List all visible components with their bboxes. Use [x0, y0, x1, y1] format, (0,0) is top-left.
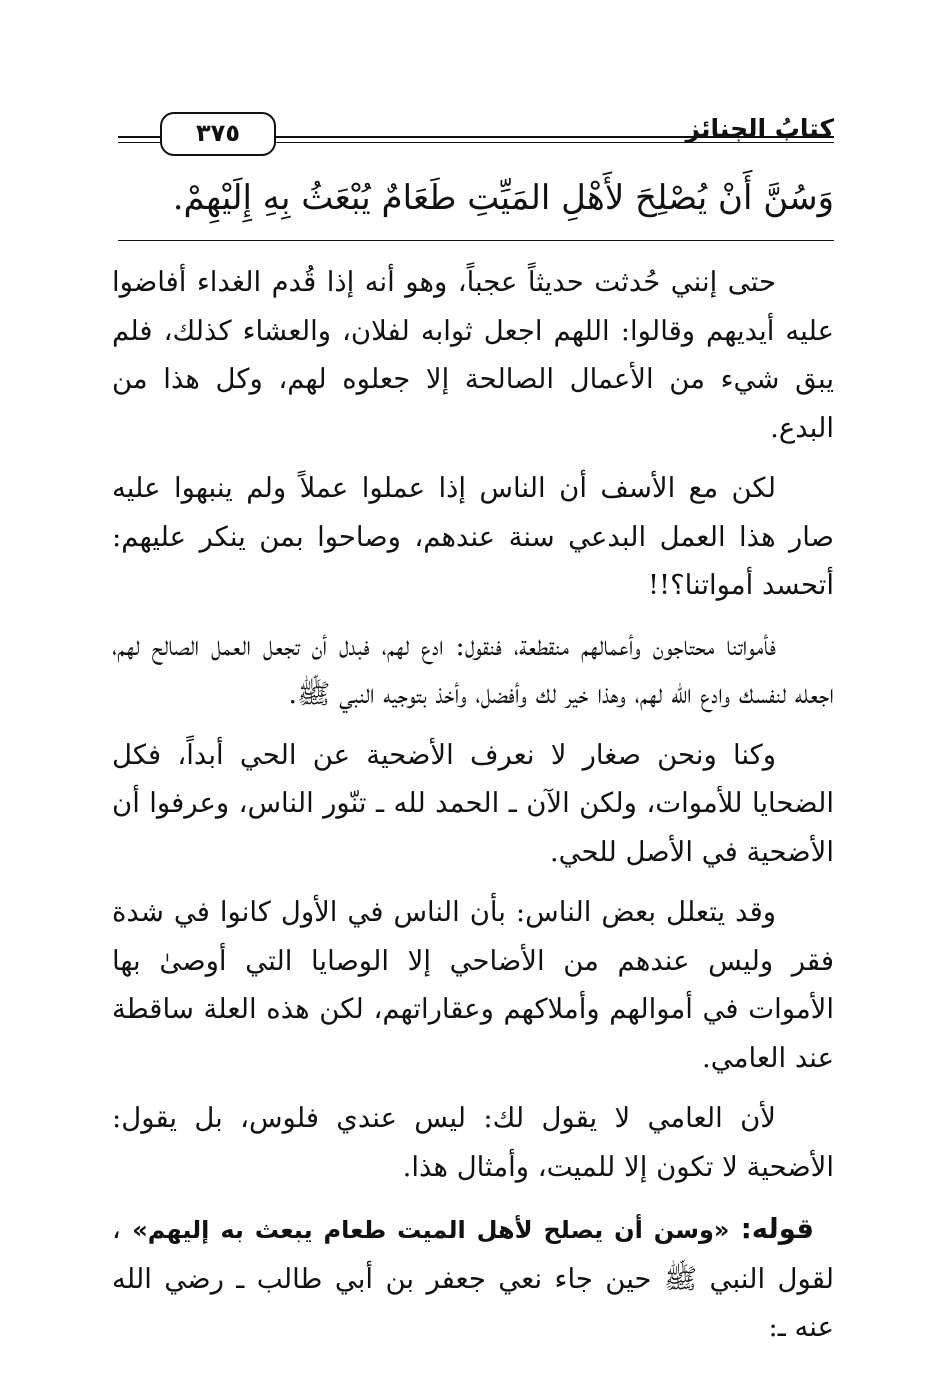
qawl-label: قوله: [740, 1213, 814, 1245]
matn-divider [118, 240, 834, 241]
qawl-continuation: لقول النبي ﷺ حين جاء نعي جعفر بن أبي طالب ـ رضي الله عنه ـ: [112, 1262, 834, 1343]
paragraph: فأمواتنا محتاجون وأعمالهم منقطعة، فنقول: ادع لهم، فبدل أن تجعل العمل الصالح لهم، اجعله لنفسك وادع الله لهم، وهذا خير لك وأفضل، وأخذ بتوجيه النبي ﷺ. [112, 629, 834, 710]
paragraph: وكنا ونحن صغار لا نعرف الأضحية عن الحي أبداً، فكل الضحايا للأموات، ولكن الآن ـ الحمد لله ـ تنّور الناس، وعرفوا أن الأضحية في الأصل للحي. [112, 738, 834, 868]
qawl-paragraph [112, 1205, 834, 1352]
matn-text: وَسُنَّ أَنْ يُصْلِحَ لأَهْلِ المَيِّتِ طَعَامٌ يُبْعَثُ بِهِ إِلَيْهِمْ. [172, 178, 834, 218]
paragraph: لكن مع الأسف أن الناس إذا عملوا عملاً ولم ينبهوا عليه صار هذا العمل البدعي سنة عندهم، وصاحوا بمن ينكر عليهم: أتحسد أمواتنا؟!! [112, 472, 834, 601]
page-number: ٣٧٥ [160, 112, 276, 156]
commentary-body [112, 258, 834, 1364]
paragraph: وقد يتعلل بعض الناس: بأن الناس في الأول كانوا في شدة فقر وليس عندهم من الأضاحي إلا الوصايا التي أوصىٰ بها الأموات في أموالهم وأملاكهم وعقاراتهم، لكن هذه العلة ساقطة عند العامي. [112, 896, 834, 1074]
book-title: كتابُ الجنائز [685, 114, 834, 143]
qawl-quote: «وسن أن يصلح لأهل الميت طعام يبعث به إليهم» [132, 1216, 730, 1244]
paragraph: لأن العامي لا يقول لك: ليس عندي فلوس، بل يقول: الأضحية لا تكون إلا للميت، وأمثال هذا. [112, 1102, 834, 1183]
paragraph: حتى إنني حُدثت حديثاً عجباً، وهو أنه إذا قُدم الغداء أفاضوا عليه أيديهم وقالوا: اللهم اجعل ثوابه لفلان، والعشاء كذلك، فلم يبق شيء من الأعمال الصالحة إلا جعلوه لهم، وكل هذا من البدع. [112, 266, 834, 444]
page-header [118, 108, 834, 156]
qawl-punctuation: ، [112, 1213, 121, 1245]
